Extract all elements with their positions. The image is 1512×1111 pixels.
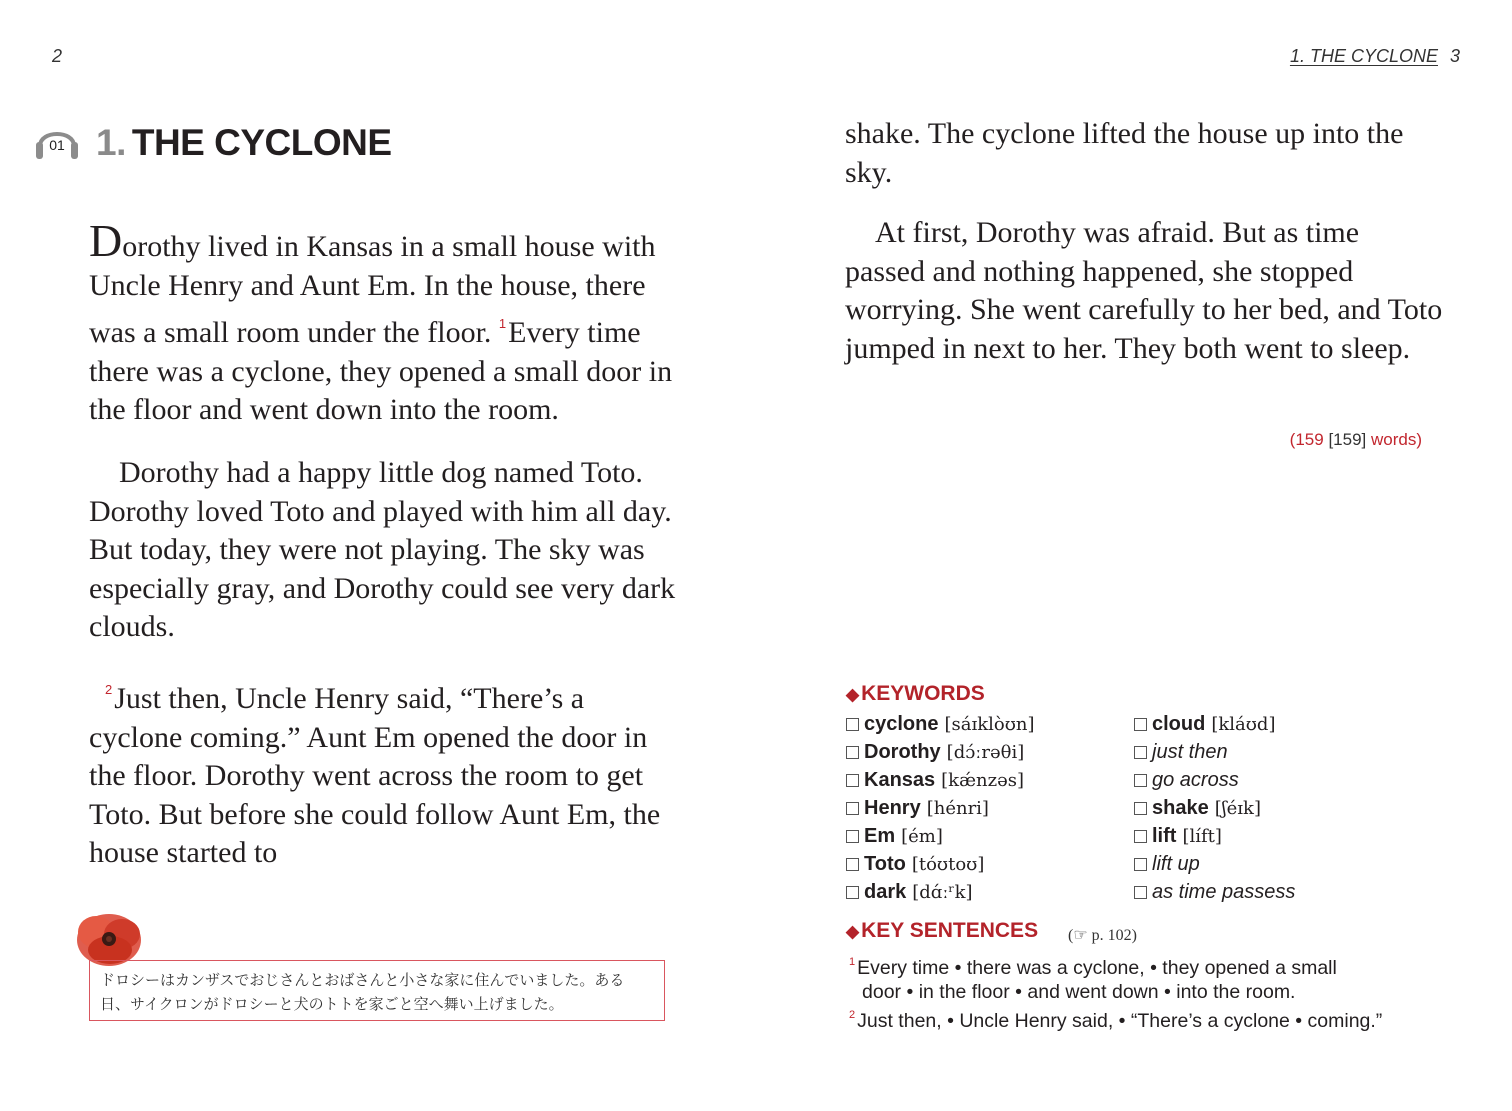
note-marker: 2 (105, 681, 113, 697)
right-page-text (845, 115, 1445, 391)
paragraph (89, 215, 679, 430)
note-marker: 1 (498, 316, 507, 332)
keyword-pronunciation: [sáɪklòʊn] (944, 714, 1035, 735)
japanese-summary-text: ドロシーはカンザスでおじさんとおばさんと小さな家に住んでいました。ある日、サイクロンがドロシーと犬のトトを家ごと空へ舞い上げました。 (100, 971, 625, 1013)
keyword-item (846, 879, 973, 907)
key-sentence (849, 1003, 1469, 1033)
keyword-item (1134, 767, 1239, 795)
word-count-value: (159 (1289, 430, 1324, 449)
keyword-word: cloud (1152, 713, 1206, 735)
checkbox-icon[interactable] (846, 802, 859, 815)
key-sentence (849, 950, 1429, 1004)
checkbox-icon[interactable] (846, 718, 859, 731)
keyword-pronunciation: [ém] (901, 826, 943, 847)
key-sentences-heading-text: KEY SENTENCES (861, 919, 1039, 942)
key-sentences-page-ref: (☞ p. 102) (1068, 927, 1137, 944)
drop-cap: D (89, 215, 123, 266)
keyword-item (846, 767, 1024, 795)
keyword-item (1134, 739, 1228, 767)
key-sentence-text: door • in the floor • and went down • into the room. (862, 981, 1296, 1003)
japanese-summary-box (89, 960, 665, 1021)
keyword-word: dark (864, 881, 907, 903)
keyword-item (846, 823, 943, 851)
paragraph: shake. The cyclone lifted the house up into the sky. (845, 117, 1404, 189)
checkbox-icon[interactable] (1134, 858, 1147, 871)
checkbox-icon[interactable] (846, 858, 859, 871)
checkbox-icon[interactable] (846, 886, 859, 899)
checkbox-icon[interactable] (1134, 746, 1147, 759)
paragraph-text: Just then, Uncle Henry said, “There’s a cyclone coming.” Aunt Em opened the door in the floor. Dorothy went across the room to get Toto. But before she could follow Aunt Em, the house started to (89, 681, 661, 870)
keyword-pronunciation: [kǽnzəs] (941, 770, 1024, 791)
keyword-item (846, 739, 1024, 767)
keywords-heading-text: KEYWORDS (861, 682, 985, 705)
keyword-word: Dorothy (864, 741, 941, 763)
keyword-item (1134, 879, 1295, 907)
keyword-pronunciation: [hénri] (926, 798, 989, 819)
paragraph-text: Every time there was a cyclone, they opened a small door in the floor and went down into the room. (89, 316, 673, 427)
keyword-word: Henry (864, 797, 921, 819)
checkbox-icon[interactable] (1134, 886, 1147, 899)
keyword-word: Em (864, 825, 896, 847)
keyword-pronunciation: [kláʊd] (1211, 714, 1276, 735)
keyword-item (1134, 711, 1275, 739)
page-number-left: 2 (52, 46, 63, 66)
audio-track-badge[interactable] (34, 122, 80, 162)
checkbox-icon[interactable] (846, 774, 859, 787)
chapter-name: THE CYCLONE (131, 122, 392, 163)
keyword-word: lift (1152, 825, 1177, 847)
running-head (1290, 46, 1460, 67)
chapter-number: 1. (96, 122, 126, 163)
checkbox-icon[interactable] (1134, 802, 1147, 815)
keyword-phrase: go across (1152, 769, 1239, 791)
word-count-label: words) (1370, 430, 1422, 449)
word-count-total: [159] (1328, 430, 1367, 449)
word-count (1290, 430, 1422, 450)
checkbox-icon[interactable] (1134, 830, 1147, 843)
running-head-title: 1. THE CYCLONE (1289, 46, 1438, 66)
diamond-icon: ◆ (846, 685, 860, 704)
paragraph (89, 671, 679, 873)
checkbox-icon[interactable] (1134, 718, 1147, 731)
key-sentences-heading (846, 919, 1038, 943)
note-marker: 1 (849, 956, 856, 968)
checkbox-icon[interactable] (846, 746, 859, 759)
paragraph: Dorothy had a happy little dog named Toto. Dorothy loved Toto and played with him all day. But today, they were not playing. The sky was especially gray, and Dorothy could see very dark clouds. (89, 455, 676, 644)
keyword-item (846, 795, 989, 823)
paragraph: At first, Dorothy was afraid. But as time passed and nothing happened, she stopped worrying. She went carefully to her bed, and Toto jumped in next to her. They both went to sleep. (845, 216, 1443, 365)
keyword-item (846, 851, 984, 879)
chapter-title (96, 122, 392, 164)
keyword-word: Kansas (864, 769, 936, 791)
keyword-pronunciation: [líft] (1182, 826, 1222, 847)
keyword-pronunciation: [tóʊtoʊ] (911, 854, 985, 875)
keyword-item (1134, 851, 1200, 879)
checkbox-icon[interactable] (846, 830, 859, 843)
left-page-text (89, 215, 679, 897)
key-sentence-text: Just then, • Uncle Henry said, • “There’s a cyclone • coming.” (857, 1010, 1383, 1032)
keyword-phrase: just then (1152, 741, 1228, 763)
keyword-word: shake (1152, 797, 1209, 819)
note-marker: 2 (849, 1009, 856, 1021)
keyword-word: Toto (864, 853, 906, 875)
keyword-item (1134, 823, 1222, 851)
page-number-right: 3 (1449, 46, 1460, 66)
keywords-heading (846, 682, 985, 706)
keyword-word: cyclone (864, 713, 939, 735)
paragraph-text: orothy lived in Kansas in a small house with Uncle Henry and Aunt Em. In the house, there was a small room under the floor. (89, 230, 656, 350)
keyword-pronunciation: [dɑ́ːʳk] (912, 882, 973, 903)
keyword-pronunciation: [ʃéɪk] (1214, 798, 1261, 819)
keyword-phrase: lift up (1152, 853, 1200, 875)
checkbox-icon[interactable] (1134, 774, 1147, 787)
keyword-phrase: as time passess (1152, 881, 1296, 903)
keyword-item (1134, 795, 1261, 823)
key-sentence-text: Every time • there was a cyclone, • they opened a small (857, 957, 1337, 979)
keyword-item (846, 711, 1035, 739)
diamond-icon: ◆ (846, 922, 860, 941)
audio-track-number: 01 (49, 137, 65, 153)
keyword-pronunciation: [dɔ́ːrəθi] (946, 742, 1025, 763)
